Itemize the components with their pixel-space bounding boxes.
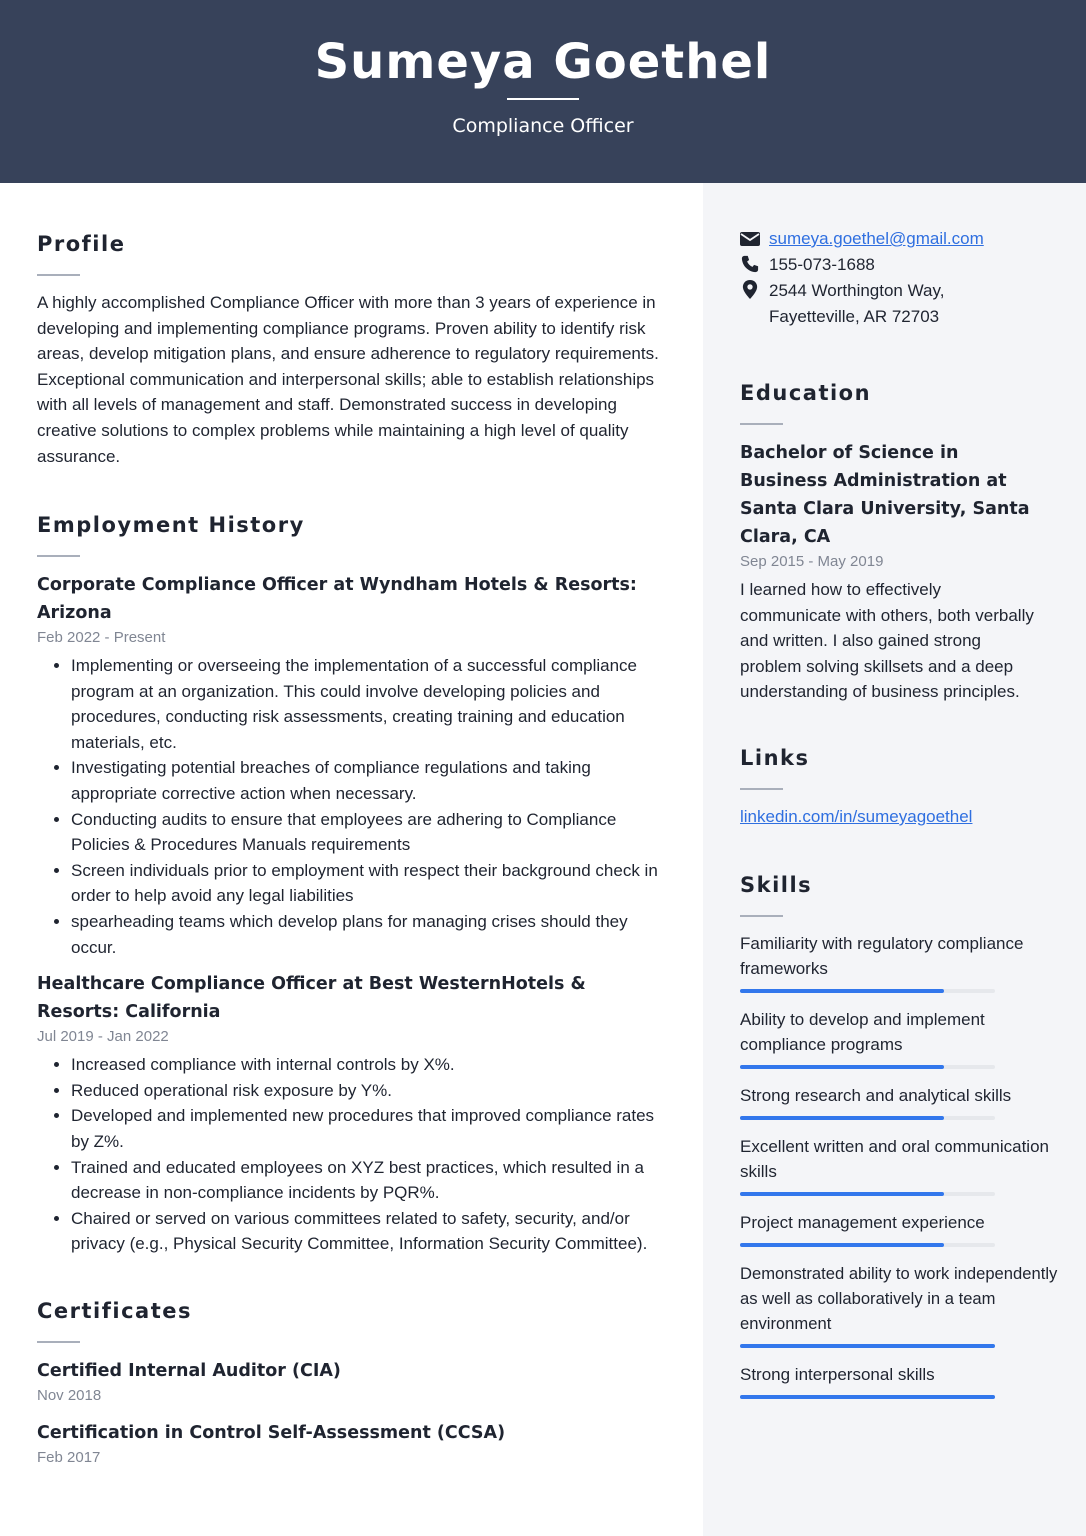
header-divider [507, 98, 579, 100]
skill-item [740, 1261, 1060, 1348]
certificate-entry [37, 1419, 667, 1469]
certificate-date: Nov 2018 [37, 1387, 102, 1404]
job-bullets [37, 653, 667, 960]
education-section [740, 379, 1050, 705]
skill-label: Familiarity with regulatory compliance frameworks [740, 934, 1024, 978]
degree-title: Bachelor of Science in Business Administration at Santa Clara University, Santa Clara, CA [740, 443, 1030, 547]
education-text: I learned how to effectively communicate with others, both verbally and written. I also gained strong problem solving skillsets and a deep understanding of business principles. [740, 580, 1034, 702]
job-entry [37, 571, 667, 960]
candidate-name: Sumeya Goethel [314, 34, 772, 90]
list-item: • Increased compliance with internal controls by X%. [71, 1052, 667, 1078]
skills-list [740, 931, 1060, 1399]
profile-heading: Profile [37, 232, 126, 256]
employment-section [37, 511, 667, 1257]
skill-bar [740, 1395, 995, 1399]
list-item: • Conducting audits to ensure that employees are adhering to Compliance Policies & Procedures Manuals requirements [71, 807, 667, 858]
phone-icon [740, 255, 760, 273]
employment-heading: Employment History [37, 513, 305, 537]
certificate-entry [37, 1357, 667, 1407]
certificate-title: Certified Internal Auditor (CIA) [37, 1361, 341, 1381]
job-dates: Feb 2022 - Present [37, 629, 166, 646]
list-item: • Investigating potential breaches of compliance regulations and taking appropriate corrective action when necessary. [71, 755, 667, 806]
skill-label: Project management experience [740, 1213, 985, 1232]
map-pin-icon [742, 280, 758, 299]
skill-bar-fill [740, 1243, 944, 1247]
links-section [740, 744, 1060, 830]
resume-header [0, 0, 1086, 183]
address-line-1: 2544 Worthington Way, [769, 281, 945, 300]
skill-bar [740, 1344, 995, 1348]
skill-item [740, 1362, 1060, 1399]
skill-label: Excellent written and oral communication skills [740, 1137, 1049, 1181]
contact-section [740, 226, 1060, 330]
skill-bar [740, 1243, 995, 1247]
list-item: • Implementing or overseeing the implementation of a successful compliance program at an organization. This could involve developing policies and procedures, conducting risk assessments, creating training and education materials, etc. [71, 653, 667, 755]
skill-bar [740, 1065, 995, 1069]
envelope-icon [740, 231, 760, 247]
profile-section [37, 230, 667, 469]
skills-section [740, 871, 1060, 1413]
education-dates: Sep 2015 - May 2019 [740, 553, 884, 570]
education-divider [740, 423, 783, 425]
skill-label: Strong research and analytical skills [740, 1086, 1012, 1105]
profile-text: A highly accomplished Compliance Officer with more than 3 years of experience in developing and implementing compliance programs. Proven ability to identify risk areas, develop mitigation plans, and ensure adherence to regulatory requirements. Exceptional communication and interpersonal skills; able to establish relationships with all levels of management and staff. Demonstrated success in developing creative solutions to complex problems while maintaining a high level of quality assurance. [37, 293, 659, 466]
contact-address-row [740, 278, 1060, 330]
linkedin-link[interactable]: linkedin.com/in/sumeyagoethel [740, 807, 973, 826]
skill-bar [740, 989, 995, 993]
candidate-title: Compliance Officer [452, 115, 634, 137]
skill-item [740, 1134, 1060, 1196]
job-entry [37, 970, 667, 1257]
skill-bar-fill [740, 1192, 944, 1196]
certificate-date: Feb 2017 [37, 1449, 101, 1466]
skill-label: Strong interpersonal skills [740, 1365, 935, 1384]
employment-divider [37, 555, 80, 557]
email-link[interactable]: sumeya.goethel@gmail.com [769, 229, 984, 248]
sidebar [703, 183, 1086, 1536]
skill-bar-fill [740, 1065, 944, 1069]
job-dates: Jul 2019 - Jan 2022 [37, 1028, 169, 1046]
list-item: • Chaired or served on various committees related to safety, security, and/or privacy (e.g., Physical Security Committee, Information Security Committee). [71, 1206, 667, 1257]
links-divider [740, 788, 783, 790]
skills-divider [740, 915, 783, 917]
list-item: • Trained and educated employees on XYZ best practices, which resulted in a decrease in non-compliance incidents by PQR%. [71, 1155, 667, 1206]
contact-phone-row [740, 252, 1060, 278]
list-item: • spearheading teams which develop plans for managing crises should they occur. [71, 909, 667, 960]
list-item: • Developed and implemented new procedures that improved compliance rates by Z%. [71, 1103, 667, 1154]
skill-bar-fill [740, 1395, 995, 1399]
skill-bar-fill [740, 1116, 944, 1120]
job-title: Healthcare Compliance Officer at Best WesternHotels & Resorts: California [37, 974, 586, 1023]
skill-bar [740, 1116, 995, 1120]
skill-item [740, 931, 1060, 993]
skill-bar-fill [740, 989, 944, 993]
skill-bar [740, 1192, 995, 1196]
skill-item [740, 1007, 1060, 1069]
skill-item [740, 1210, 1060, 1247]
skill-label: Ability to develop and implement compliance programs [740, 1010, 985, 1054]
education-heading: Education [740, 381, 872, 405]
skill-bar-fill [740, 1344, 995, 1348]
job-title: Corporate Compliance Officer at Wyndham Hotels & Resorts: Arizona [37, 575, 637, 623]
skills-heading: Skills [740, 873, 813, 897]
phone-number: 155-073-1688 [769, 255, 875, 274]
links-heading: Links [740, 746, 810, 770]
certificates-heading: Certificates [37, 1299, 192, 1323]
certificates-divider [37, 1341, 80, 1343]
certificates-section [37, 1297, 667, 1473]
skill-label: Demonstrated ability to work independently as well as collaboratively in a team environment [740, 1264, 1058, 1333]
certificate-title: Certification in Control Self-Assessment (CCSA) [37, 1423, 506, 1443]
list-item: • Reduced operational risk exposure by Y%. [71, 1078, 667, 1104]
contact-email-row [740, 226, 1060, 252]
job-bullets [37, 1052, 667, 1257]
address-line-2: Fayetteville, AR 72703 [769, 307, 940, 326]
skill-item [740, 1083, 1060, 1120]
profile-divider [37, 274, 80, 276]
list-item: • Screen individuals prior to employment with respect their background check in order to help avoid any legal liabilities [71, 858, 667, 909]
